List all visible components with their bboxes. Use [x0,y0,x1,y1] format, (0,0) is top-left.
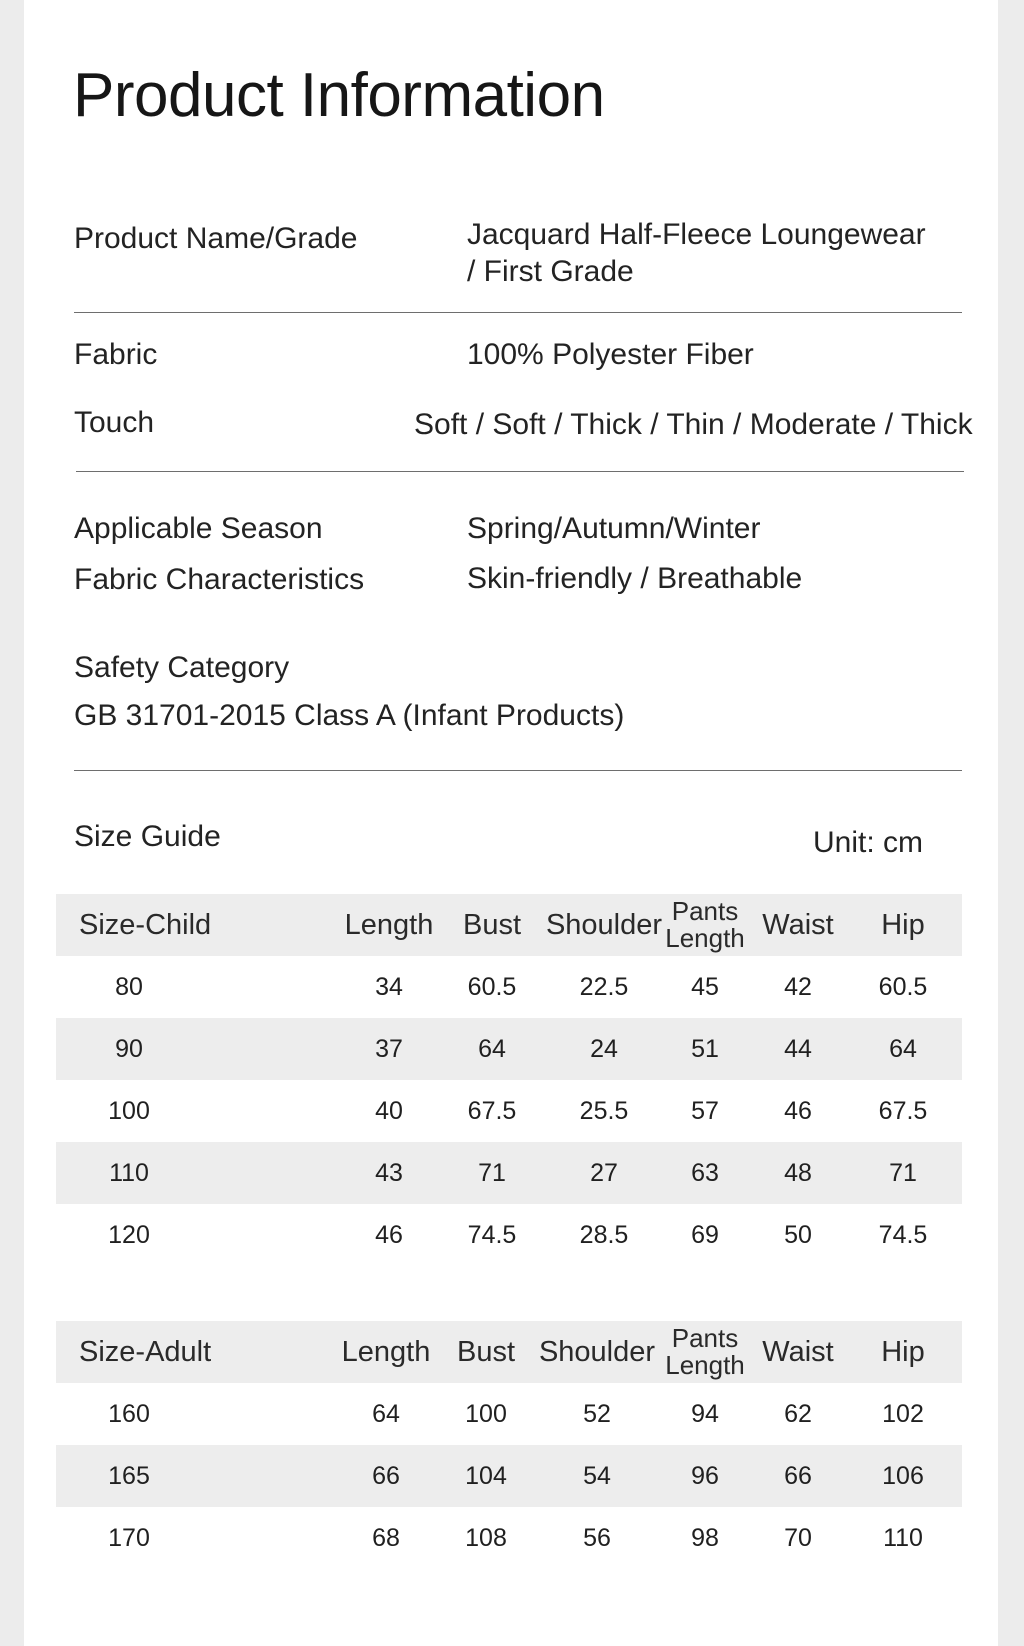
table-row [56,1383,962,1445]
header-cell [665,898,745,960]
characteristics-label: Fabric Characteristics [74,563,365,596]
table-cell: 28.5 [579,1221,629,1249]
table-cell: 66 [372,1462,400,1490]
touch-label: Touch [74,406,155,439]
table-cell: 46 [784,1097,812,1125]
header-line: Pants [671,896,739,926]
table-cell: 90 [115,1035,143,1063]
header-cell: Bust [456,1336,516,1368]
table-cell: 165 [108,1462,150,1490]
divider [74,312,962,313]
table-cell: 50 [784,1221,812,1249]
safety-label: Safety Category [74,651,290,684]
table-row [56,1142,962,1204]
table-cell: 64 [889,1035,917,1063]
header-cell: Hip [881,1336,925,1368]
table-cell: 44 [784,1035,812,1063]
table-cell: 63 [691,1159,719,1187]
table-row [56,956,962,1018]
divider [74,770,962,771]
table-cell: 80 [115,973,143,1001]
table-header [56,894,962,956]
table-cell: 60.5 [878,973,928,1001]
table-cell: 56 [583,1524,611,1552]
table-cell: 68 [372,1524,400,1552]
product-name-value-line2: / First Grade [467,255,634,288]
header-cell [665,1325,745,1387]
table-cell: 110 [109,1159,149,1187]
table-cell: 70 [784,1524,812,1552]
safety-value: GB 31701-2015 Class A (Infant Products) [74,699,625,732]
table-cell: 74.5 [467,1221,517,1249]
characteristics-value: Skin-friendly / Breathable [467,562,803,595]
table-cell: 43 [375,1159,403,1187]
table-cell: 48 [784,1159,812,1187]
table-cell: 94 [691,1400,719,1428]
table-cell: 67.5 [467,1097,517,1125]
header-cell: Size-Adult [79,1336,212,1368]
table-cell: 110 [883,1524,923,1552]
table-cell: 160 [108,1400,150,1428]
header-cell: Waist [762,909,834,941]
table-row [56,1507,962,1569]
table-cell: 54 [583,1462,611,1490]
table-cell: 74.5 [878,1221,928,1249]
season-value: Spring/Autumn/Winter [467,512,761,545]
fabric-value: 100% Polyester Fiber [467,338,754,371]
header-cell: Length [341,1336,431,1368]
table-cell: 22.5 [579,973,629,1001]
table-row [56,1018,962,1080]
table-cell: 66 [784,1462,812,1490]
table-cell: 64 [478,1035,506,1063]
header-cell: Shoulder [545,909,663,941]
product-info-sheet [24,0,998,1646]
table-header [56,1321,962,1383]
table-cell: 52 [583,1400,611,1428]
header-cell: Waist [762,1336,834,1368]
table-cell: 170 [108,1524,150,1552]
table-cell: 24 [590,1035,618,1063]
table-cell: 102 [882,1400,924,1428]
table-cell: 104 [465,1462,507,1490]
header-line: Length [665,1350,745,1380]
table-cell: 71 [889,1159,917,1187]
table-cell: 57 [691,1097,719,1125]
table-cell: 42 [784,973,812,1001]
season-label: Applicable Season [74,512,323,545]
table-cell: 67.5 [878,1097,928,1125]
table-cell: 100 [465,1400,507,1428]
table-cell: 25.5 [579,1097,629,1125]
header-cell: Bust [462,909,522,941]
table-cell: 62 [784,1400,812,1428]
table-cell: 108 [465,1524,507,1552]
table-cell: 69 [691,1221,719,1249]
table-cell: 100 [108,1097,150,1125]
product-name-label: Product Name/Grade [74,222,358,255]
table-cell: 51 [691,1035,719,1063]
table-cell: 37 [375,1035,403,1063]
header-line: Length [665,923,745,953]
page-title: Product Information [73,61,605,130]
product-name-value [467,216,926,290]
table-cell: 96 [691,1462,719,1490]
header-cell: Hip [881,909,925,941]
table-cell: 60.5 [467,973,517,1001]
product-name-value-line1: Jacquard Half-Fleece Loungewear [467,218,926,251]
table-cell: 27 [590,1159,618,1187]
touch-value: Soft / Soft / Thick / Thin / Moderate / Thick [414,408,973,441]
table-cell: 40 [375,1097,403,1125]
header-cell: Size-Child [79,909,212,941]
table-row [56,1445,962,1507]
divider [76,471,964,472]
fabric-label: Fabric [74,338,158,371]
table-row [56,1080,962,1142]
size-guide-title: Size Guide [74,820,221,853]
table-row [56,1204,962,1266]
table-cell: 120 [108,1221,150,1249]
table-cell: 71 [478,1159,506,1187]
table-cell: 98 [691,1524,719,1552]
header-line: Pants [671,1323,739,1353]
table-cell: 46 [375,1221,403,1249]
table-cell: 34 [375,973,403,1001]
table-cell: 64 [372,1400,400,1428]
table-cell: 106 [882,1462,924,1490]
header-cell: Length [344,909,434,941]
unit-label: Unit: cm [813,826,924,859]
header-cell: Shoulder [538,1336,656,1368]
table-cell: 45 [691,973,719,1001]
